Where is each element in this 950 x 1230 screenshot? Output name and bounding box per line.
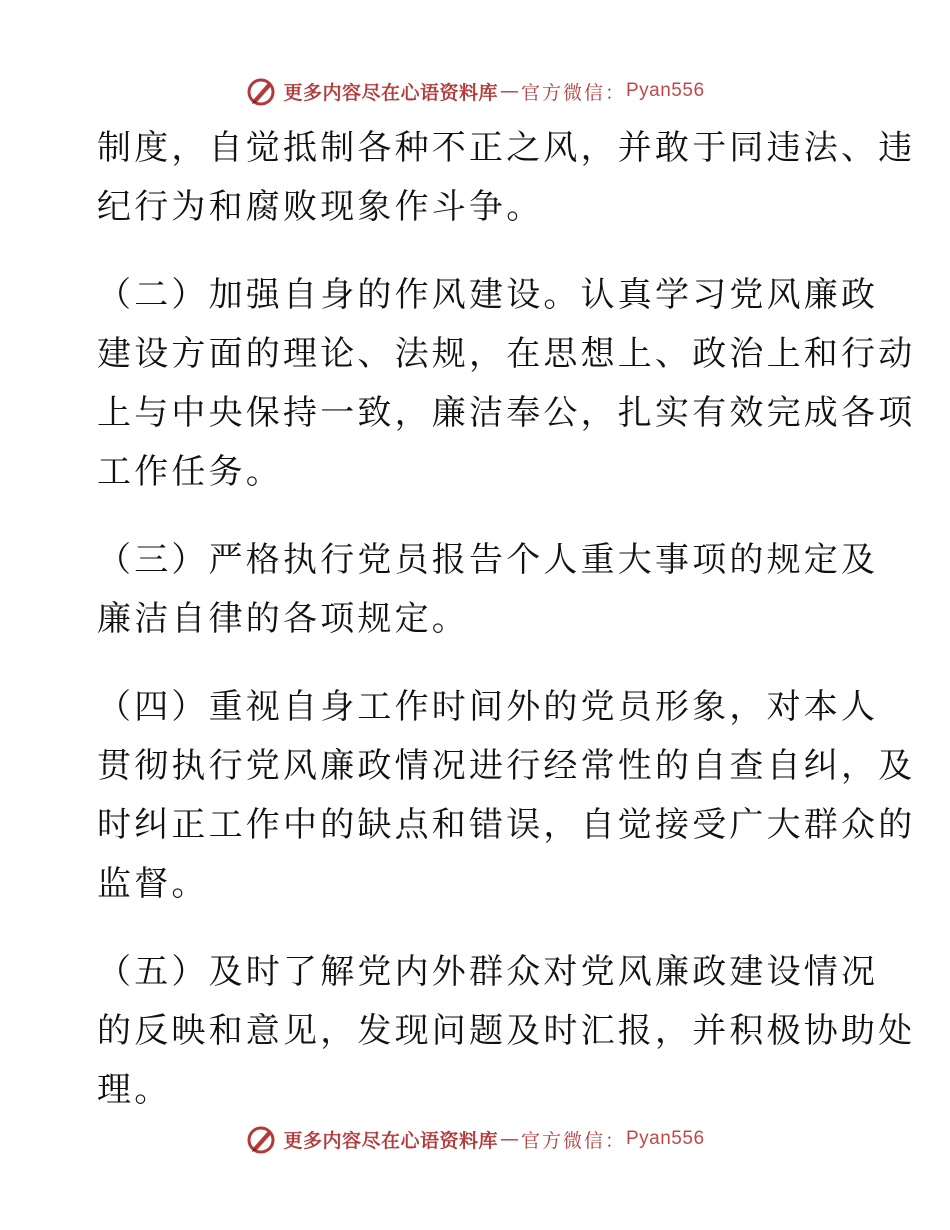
text-line: （四）重视自身工作时间外的党员形象，对本人	[97, 687, 879, 727]
text-line: 纪行为和腐败现象作斗争。	[97, 187, 544, 227]
text-line: （二）加强自身的作风建设。认真学习党风廉政	[97, 275, 879, 315]
banner-wechat-label: 官方微信：	[520, 1129, 626, 1152]
banner-separator: —	[499, 80, 519, 102]
banner-separator: —	[499, 1128, 519, 1150]
banner-text: 更多内容尽在心语资料库	[283, 81, 498, 104]
text-line: 建设方面的理论、法规，在思想上、政治上和行动	[97, 334, 916, 374]
text-line: 监督。	[97, 864, 209, 904]
banner-wechat-id: Pyan556	[626, 80, 705, 101]
paragraph	[97, 531, 879, 649]
paragraph	[97, 678, 916, 914]
banner-text: 更多内容尽在心语资料库	[283, 1129, 498, 1152]
paragraph	[97, 266, 916, 502]
text-line: （三）严格执行党员报告个人重大事项的规定及	[97, 540, 879, 580]
header-banner	[0, 71, 950, 111]
text-line: 贯彻执行党风廉政情况进行经常性的自查自纠，及	[97, 746, 916, 786]
text-line: 廉洁自律的各项规定。	[97, 599, 469, 639]
pen-logo-icon	[245, 75, 277, 107]
paragraph	[97, 119, 916, 237]
footer-banner	[0, 1119, 950, 1159]
text-line: 时纠正工作中的缺点和错误，自觉接受广大群众的	[97, 805, 916, 845]
banner-wechat-label: 官方微信：	[520, 81, 626, 104]
text-line: 上与中央保持一致，廉洁奉公，扎实有效完成各项	[97, 393, 916, 433]
text-line: 的反映和意见，发现问题及时汇报，并积极协助处	[97, 1011, 916, 1051]
document-body	[97, 119, 916, 1149]
pen-logo-icon	[245, 1123, 277, 1155]
paragraph	[97, 943, 916, 1120]
text-line: 制度，自觉抵制各种不正之风，并敢于同违法、违	[97, 128, 916, 168]
banner-wechat-id: Pyan556	[626, 1128, 705, 1149]
text-line: （五）及时了解党内外群众对党风廉政建设情况	[97, 952, 879, 992]
text-line: 工作任务。	[97, 452, 283, 492]
text-line: 理。	[97, 1070, 172, 1110]
